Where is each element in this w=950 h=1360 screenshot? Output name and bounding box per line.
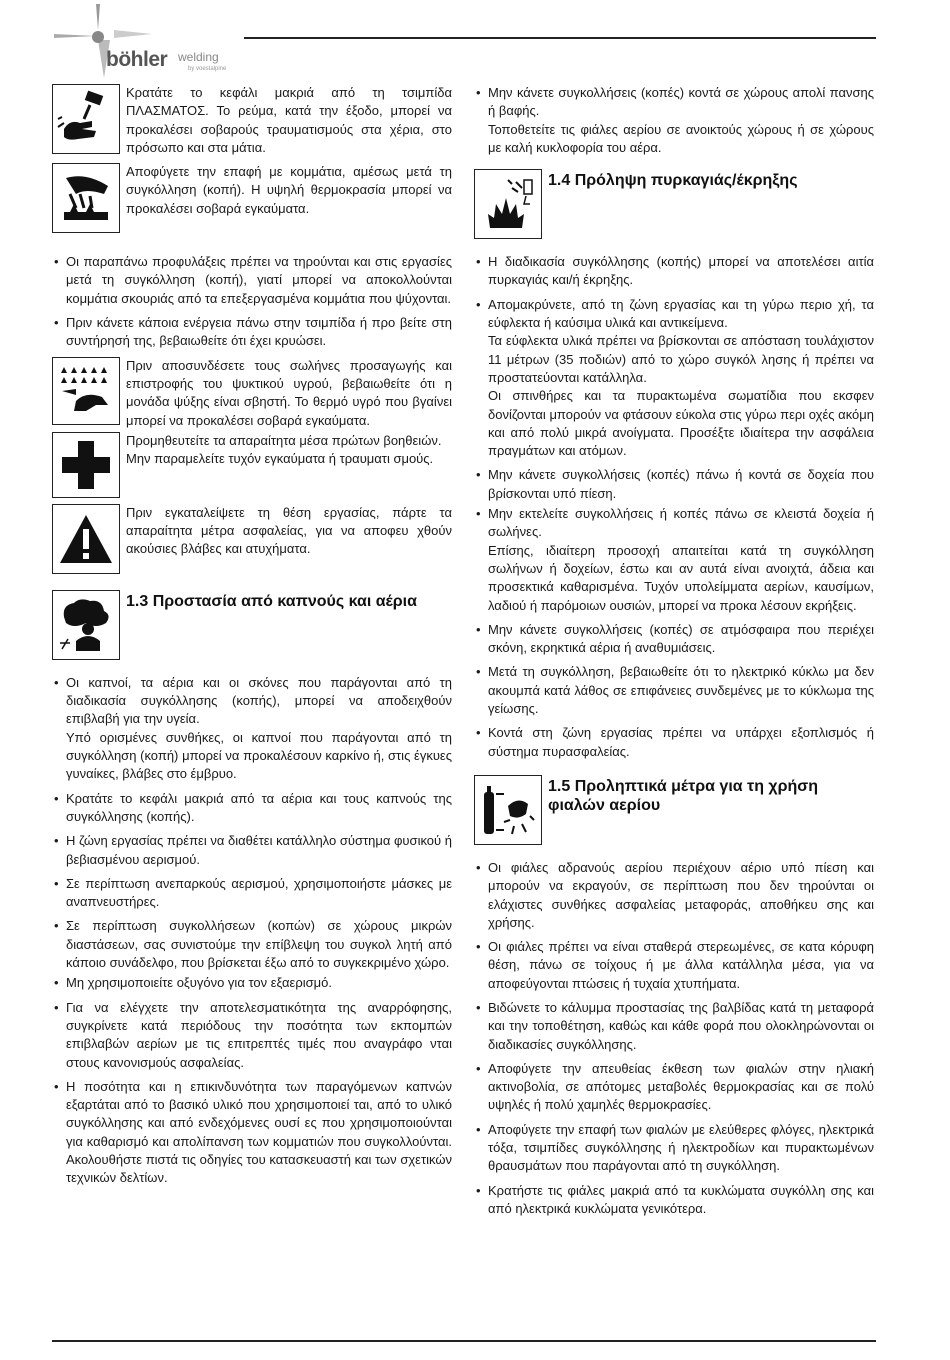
list-item-text: • Μετά τη συγκόλληση, βεβαιωθείτε ότι το ηλεκτρικό κύκλω μα δεν ακουμπά κατά λάθος σε επιφάνειες συνδεμένες με το κύκλωμα της γείωσης. bbox=[488, 664, 874, 717]
section-1-3-heading bbox=[52, 590, 452, 660]
list-item bbox=[474, 663, 874, 718]
plasma-warning-block bbox=[52, 84, 452, 157]
list-item-text: • Για να ελέγχετε την αποτελεσματικότητα της αναρρόφησης, συγκρίνετε κατά περιόδους την ποσότητα των εκπομπών επιβλαβών αερίων με τις επιτρεπτές τιμές που αναγράφο νται στους κανονισμούς ασφαλείας. bbox=[66, 999, 452, 1070]
list-item bbox=[52, 917, 452, 972]
list-item-text-2: Τοποθετείτε τις φιάλες αερίου σε ανοικτούς χώρους ή σε χώρους με καλή κυκλοφορία του αέρα. bbox=[488, 121, 874, 155]
left-column bbox=[52, 84, 452, 1194]
list-item-text: • Απομακρύνετε, από τη ζώνη εργασίας και τη γύρω περιο χή, τα εύφλεκτα ή καύσιμα υλικά και αντικείμενα. bbox=[488, 296, 874, 331]
list-item-text: • Μην εκτελείτε συγκολλήσεις ή κοπές πάνω σε κλειστά δοχεία ή σωλήνες. bbox=[488, 506, 874, 540]
fumes-precautions-list bbox=[52, 674, 452, 1188]
list-item bbox=[52, 832, 452, 869]
fire-prevention-list bbox=[474, 253, 874, 761]
brand-tag: by voestalpine bbox=[188, 66, 227, 72]
list-item-text-2: Υπό ορισμένες συνθήκες, οι καπνοί που παράγονται από τη συγκόλληση (κοπή) μπορεί να προκαλέσουν καρκίνο ή, στις έγκυες γυναίκες, βλάβες στο έμβρυο. bbox=[66, 729, 452, 782]
degreasing-list bbox=[474, 84, 874, 157]
header-rule bbox=[244, 37, 876, 39]
list-item-text: • Σε περίπτωση συγκολλήσεων (κοπών) σε χώρους μικρών διαστάσεων, σας συνιστούμε την επίβλεψη του συγκολ λητή από κάποιο συνάδελφο, που βρίσκεται έξω από το συγκεκριμένο χώρο. bbox=[66, 918, 452, 971]
right-column bbox=[474, 84, 874, 1224]
warning-triangle-icon bbox=[52, 504, 120, 574]
list-item bbox=[52, 790, 452, 827]
list-item-text-3: Οι σπινθήρες και τα πυρακτωμένα σωματίδια που εκσφεν δονίζονται μπορούν να φτάσουν εύκολα στις γύρω περι οχές ακόμη και από πολύ μικρά ανοίγματα. Προσέξτε ιδιαίτερα την ασφάλεια πραγμάτων και ατόμων. bbox=[488, 388, 874, 459]
list-item bbox=[52, 875, 452, 912]
list-item-text: • Κρατάτε το κεφάλι μακριά από τα αέρια και τους καπνούς της συγκόλλησης (κοπής). bbox=[66, 790, 452, 824]
brand-logo bbox=[52, 0, 252, 78]
section-1-4-heading bbox=[474, 169, 874, 239]
list-item-text: • Η ζώνη εργασίας πρέπει να διαθέτει κατάλληλο σύστημα φυσικού ή βεβιασμένου αερισμού. bbox=[66, 833, 452, 867]
hot-parts-block bbox=[52, 163, 452, 233]
list-item: • Πριν κάνετε κάποια ενέργεια πάνω στην τσιμπίδα ή προ βείτε στη συντήρησή της, βεβαιωθείτε ότι έχει κρυώσει. bbox=[52, 314, 452, 351]
list-item-text: • Οι καπνοί, τα αέρια και οι σκόνες που παράγονται από τη διαδικασία συγκόλλησης (κοπής), μπορεί να αποδειχθούν επιβλαβή για την υγεία. bbox=[66, 674, 452, 727]
list-item bbox=[474, 724, 874, 761]
section-1-3-title: 1.3 Προστασία από καπνούς και αέρια bbox=[126, 592, 417, 610]
list-item: • Οι παραπάνω προφυλάξεις πρέπει να τηρούνται και στις εργασίες μετά τη συγκόλληση (κοπή), γιατί μπορεί να αποκολλούνται κομμάτια σκουριάς από τα επεξεργασμένα κομμάτια που ψύχονται. bbox=[52, 253, 452, 308]
brand-name: böhler bbox=[106, 48, 168, 71]
gas-cylinder-icon bbox=[474, 775, 542, 845]
hot-parts-text: Αποφύγετε την επαφή με κομμάτια, αμέσως μετά τη συγκόλληση (κοπή). Η υψηλή θερμοκρασία μπορεί να προκαλέσει σοβαρά εγκαύματα. bbox=[126, 164, 452, 216]
list-item: • Κρατήστε τις φιάλες μακριά από τα κυκλώματα συγκόλλη σης και από ηλεκτρικά κυκλώματα γενικότερα. bbox=[474, 1182, 874, 1219]
section-1-4-title: 1.4 Πρόληψη πυρκαγιάς/έκρηξης bbox=[548, 172, 798, 190]
list-item bbox=[474, 621, 874, 658]
list-item bbox=[474, 296, 874, 461]
fire-explosion-icon bbox=[474, 169, 542, 239]
list-item: • Οι φιάλες αδρανούς αερίου περιέχουν αέριο υπό πίεση και μπορούν να εκραγούν, σε περίπτωση που δεν τηρούνται οι ελάχιστες συνθήκες ασφαλείας μεταφοράς, αποθήκευ σης και χρήσης. bbox=[474, 859, 874, 932]
list-item bbox=[474, 84, 874, 157]
coolant-warning-block bbox=[52, 357, 452, 430]
list-item bbox=[52, 1078, 452, 1188]
leave-workplace-block bbox=[52, 504, 452, 574]
list-item: • Βιδώνετε το κάλυμμα προστασίας της βαλβίδας κατά τη μεταφορά και την τοποθέτηση, καθώς και κάθε φορά που ολοκληρώνονται οι διαδικασίες συγκόλλησης. bbox=[474, 999, 874, 1054]
list-item bbox=[52, 999, 452, 1072]
list-item-text-2: Τα εύφλεκτα υλικά πρέπει να βρίσκονται σε απόσταση τουλάχιστον 11 μέτρων (35 ποδιών) από το χώρο συγκόλ λησης ή πρέπει να προστατεύονται κατάλληλα. bbox=[488, 333, 874, 385]
list-item-text: • Μην κάνετε συγκολλήσεις (κοπές) πάνω ή κοντά σε δοχεία που βρίσκονται υπό πίεση. bbox=[488, 467, 874, 501]
section-1-5-title: 1.5 Προληπτικά μέτρα για τη χρήση φιαλών αερίου bbox=[548, 777, 819, 814]
leave-workplace-text: Πριν εγκαταλείψετε τη θέση εργασίας, πάρτε τα απαραίτητα μέτρα ασφαλείας, για να αποφευ χθούν ακούσιες βλάβες και ατυχήματα. bbox=[126, 504, 452, 557]
list-item bbox=[474, 466, 874, 503]
list-item-text: • Κοντά στη ζώνη εργασίας πρέπει να υπάρχει εξοπλισμός ή σύστημα πυρασφαλείας. bbox=[488, 725, 874, 759]
hot-workpiece-burn-icon bbox=[52, 163, 120, 233]
list-item: • Αποφύγετε την απευθείας έκθεση των φιαλών στην ηλιακή ακτινοβολία, σε απότομες μεταβολές θερμοκρασίας και σε πολύ υψηλές ή πολύ χαμηλές θερμοκρασίες. bbox=[474, 1060, 874, 1115]
plasma-torch-hand-icon bbox=[52, 84, 120, 154]
first-aid-cross-icon bbox=[52, 432, 120, 498]
coolant-warning-text: Πριν αποσυνδέσετε τους σωλήνες προσαγωγής και επιστροφής του ψυκτικού υγρού, βεβαιωθείτε ότι η μονάδα ψύξης είναι σβηστή. Το θερμό υγρό που βγαίνει μπορεί να προκαλέσει σοβαρά εγκαύματα. bbox=[126, 357, 452, 428]
list-item bbox=[52, 674, 452, 784]
hot-coolant-hand-icon bbox=[52, 357, 120, 425]
plasma-warning-text: Κρατάτε το κεφάλι μακριά από τη τσιμπίδα ΠΛΑΣΜΑΤΟΣ. Το ρεύμα, κατά την έξοδο, μπορεί να προκαλέσει σοβαρούς τραυματισμούς στα χέρια, στο πρόσωπο και στα μάτια. bbox=[126, 85, 452, 155]
fumes-gas-icon bbox=[52, 590, 120, 660]
list-item-text-2: Επίσης, ιδιαίτερη προσοχή απαιτείται κατά τη συγκόλληση σωλήνων ή δοχείων, έστω και αν αυτά είναι ανοιχτά, άδεια και προσεκτικά καθαρισμένα. Τυχόν υπολείμματα αερίων, καυσίμων, λαδιού ή παρόμοιων ουσιών, μπορεί να προκα λέσουν εκρήξεις. bbox=[488, 542, 874, 613]
list-item bbox=[474, 505, 874, 615]
list-item-text: • Μην κάνετε συγκολλήσεις (κοπές) κοντά σε χώρους απολί πανσης ή βαφής. bbox=[488, 85, 874, 119]
list-item: • Οι φιάλες πρέπει να είναι σταθερά στερεωμένες, σε κατα κόρυφη θέση, πάνω σε τοίχους ή με άλλα κατάλληλα μέσα, για να αποφεύγονται πτώσεις ή τυχαία χτυπήματα. bbox=[474, 938, 874, 993]
list-item-text: • Μη χρησιμοποιείτε οξυγόνο για τον εξαερισμό. bbox=[66, 975, 332, 991]
footer-rule bbox=[52, 1340, 876, 1342]
list-item bbox=[474, 253, 874, 290]
list-item-text: • Η διαδικασία συγκόλλησης (κοπής) μπορεί να αποτελέσει αιτία πυρκαγιάς και/ή έκρηξης. bbox=[488, 254, 874, 288]
list-item bbox=[52, 974, 452, 992]
list-item-text: • Σε περίπτωση ανεπαρκούς αερισμού, χρησιμοποιήστε μάσκες με αναπνευστήρες. bbox=[66, 875, 452, 910]
section-1-5-heading bbox=[474, 775, 874, 845]
first-aid-block bbox=[52, 432, 452, 498]
list-item-text: • Μην κάνετε συγκολλήσεις (κοπές) σε ατμόσφαιρα που περιέχει σκόνη, εκρηκτικά αέρια ή αναθυμιάσεις. bbox=[488, 621, 874, 656]
brand-sub: welding bbox=[178, 50, 219, 64]
first-aid-text-2: Μην παραμελείτε τυχόν εγκαύματα ή τραυματι σμούς. bbox=[126, 451, 434, 467]
list-item: • Αποφύγετε την επαφή των φιαλών με ελεύθερες φλόγες, ηλεκτρικά τόξα, τσιμπίδες συγκόλλησης ή ηλεκτροδίων και πυρακτωμένων θραυσμάτων που παράγονται από τη συγκόλληση. bbox=[474, 1121, 874, 1176]
gas-cylinder-list bbox=[474, 859, 874, 1218]
first-aid-text: Προμηθευτείτε τα απαραίτητα μέσα πρώτων βοηθειών. bbox=[126, 432, 442, 448]
list-item-text: • Η ποσότητα και η επικινδυνότητα των παραγόμενων καπνών εξαρτάται από το βασικό υλικό που χρησιμοποιεί ται, από το υλικό συγκόλλησης και από ενδεχόμενες ουσί ες που χρησιμοποιούνται για καθαρισμό και απολίπανση των κομματιών που συγκολλούνται. Ακολουθήστε πιστά τις οδηγίες του κατασκευαστή και των σχετικών τεχνικών δελτίων. bbox=[66, 1078, 452, 1186]
post-weld-precautions-list bbox=[52, 253, 452, 350]
